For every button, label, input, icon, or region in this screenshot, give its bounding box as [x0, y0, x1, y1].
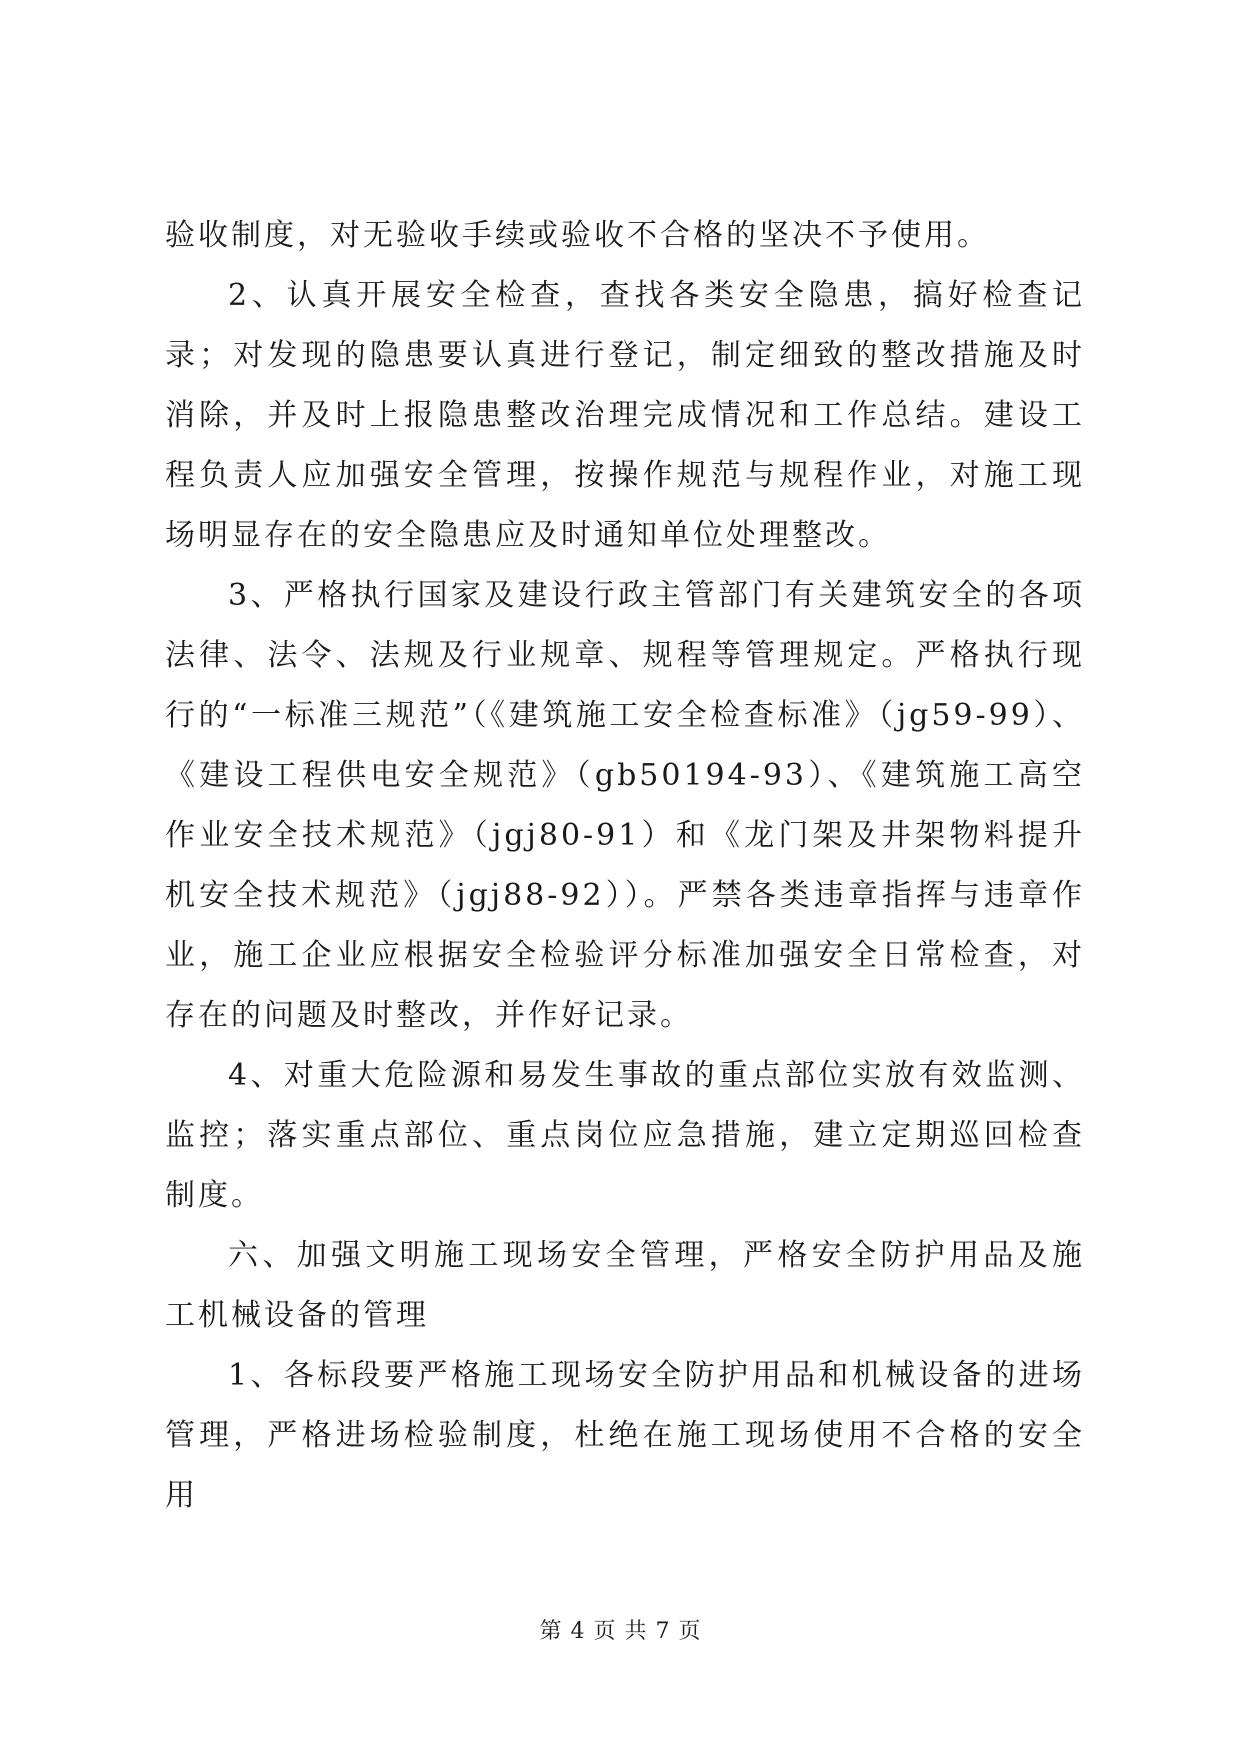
paragraph-item-4: 4、对重大危险源和易发生事故的重点部位实放有效监测、监控；落实重点部位、重点岗位应急措施，建立定期巡回检查制度。 [165, 1058, 1085, 1213]
section-heading-6: 六、加强文明施工现场安全管理，严格安全防护用品及施工机械设备的管理 [165, 1238, 1085, 1333]
paragraph-continuation: 验收制度，对无验收手续或验收不合格的坚决不予使用。 [165, 218, 990, 253]
page-number-footer: 第 4 页 共 7 页 [539, 1619, 702, 1644]
document-body [165, 206, 1085, 1526]
paragraph-item-2: 2、认真开展安全检查，查找各类安全隐患，搞好检查记录；对发现的隐患要认真进行登记，制定细致的整改措施及时消除，并及时上报隐患整改治理完成情况和工作总结。建设工程负责人应加强安全管理，按操作规范与规程作业，对施工现场明显存在的安全隐患应及时通知单位处理整改。 [165, 278, 1085, 553]
paragraph-item-1: 1、各标段要严格施工现场安全防护用品和机械设备的进场管理，严格进场检验制度，杜绝在施工现场使用不合格的安全用 [165, 1358, 1085, 1513]
paragraph-item-3: 3、严格执行国家及建设行政主管部门有关建筑安全的各项法律、法令、法规及行业规章、规程等管理规定。严格执行现行的“一标准三规范”（《建筑施工安全检查标准》（jg59-99）、《建设工程供电安全规范》（gb50194-93）、《建筑施工高空作业安全技术规范》（jgj80-91）和《龙门架及井架物料提升机安全技术规范》（jgj88-92））。严禁各类违章指挥与违章作业，施工企业应根据安全检验评分标准加强安全日常检查，对存在的问题及时整改，并作好记录。 [165, 578, 1085, 1033]
